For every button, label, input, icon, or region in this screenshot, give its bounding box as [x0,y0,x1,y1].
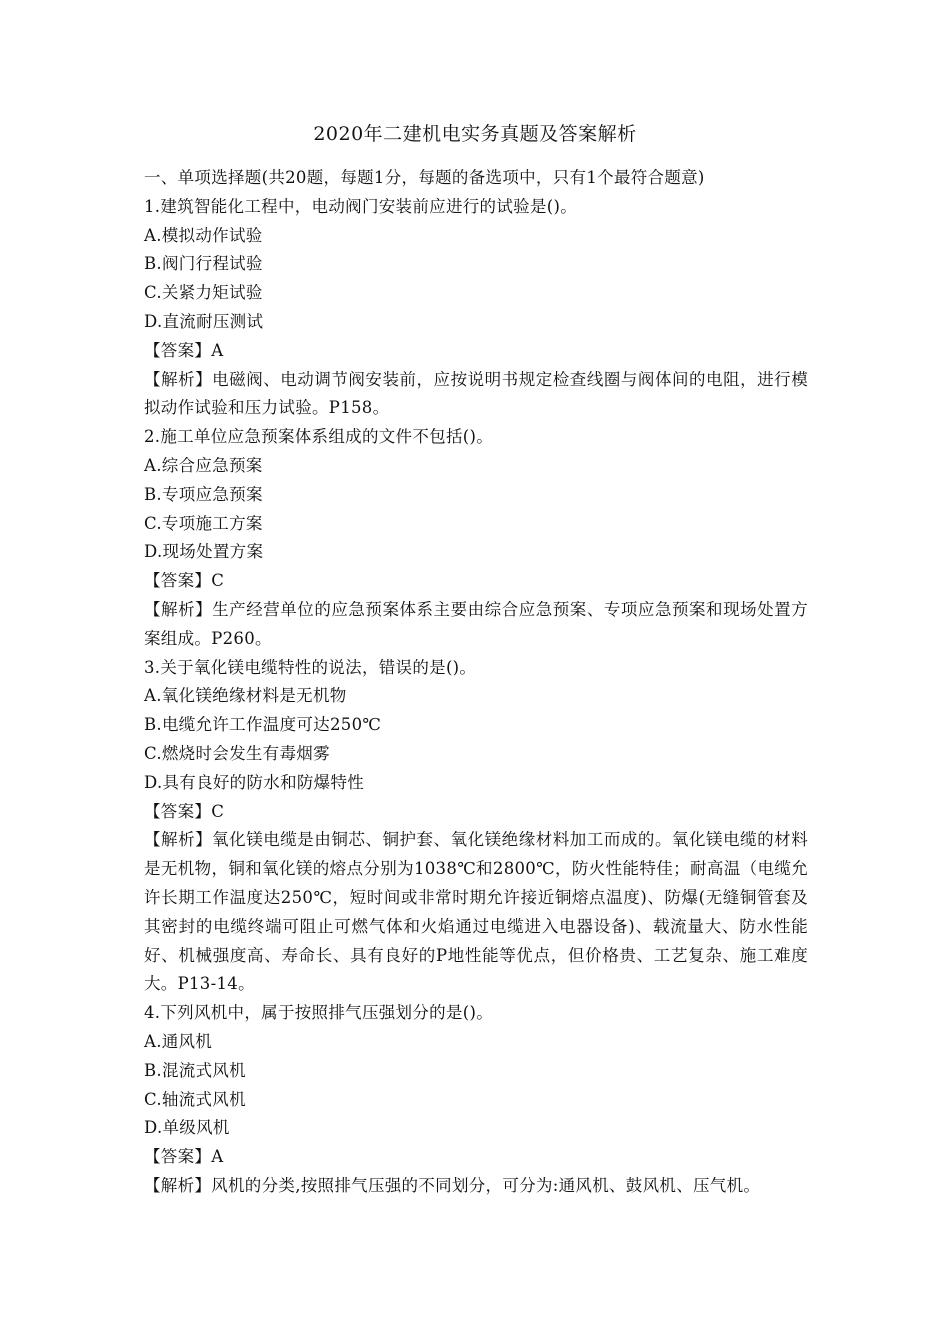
question-stem: 1.建筑智能化工程中，电动阀门安装前应进行的试验是()。 [144,196,578,216]
option-b: B.专项应急预案 [144,484,263,504]
answer-line: 【答案】C [144,801,225,821]
question-stem: 4.下列风机中，属于按照排气压强划分的是()。 [144,1003,494,1023]
question-block-3 [144,654,808,1000]
option-d: D.单级风机 [144,1118,230,1138]
answer-line: 【答案】A [144,1147,224,1167]
analysis-paragraph: 【解析】风机的分类,按照排气压强的不同划分，可分为:通风机、鼓风机、压气机。 [144,1175,761,1195]
option-a: A.模拟动作试验 [144,225,263,245]
option-d: D.具有良好的防水和防爆特性 [144,772,365,792]
option-a: A.通风机 [144,1031,213,1051]
option-d: D.现场处置方案 [144,542,264,562]
question-block-4 [144,999,808,1201]
option-a: A.综合应急预案 [144,455,263,475]
analysis-paragraph: 【解析】氧化镁电缆是由铜芯、铜护套、氧化镁绝缘材料加工而成的。氧化镁电缆的材料是无机物，铜和氧化镁的熔点分别为1038℃和2800℃，防火性能特佳；耐高温（电缆允许长期工作温度达250℃，短时间或非常时期允许接近铜熔点温度)、防爆(无缝铜管套及其密封的电缆终端可阻止可燃气体和火焰通过电缆进入电器设备)、载流量大、防水性能好、机械强度高、寿命长、具有良好的P地性能等优点，但价格贵、工艺复杂、施工难度大。P13-14。 [144,830,808,994]
option-c: C.关紧力矩试验 [144,283,263,303]
option-d: D.直流耐压测试 [144,311,264,331]
option-b: B.混流式风机 [144,1060,246,1080]
option-b: B.电缆允许工作温度可达250℃ [144,715,382,735]
analysis-paragraph: 【解析】生产经营单位的应急预案体系主要由综合应急预案、专项应急预案和现场处置方案组成。P260。 [144,599,808,648]
option-a: A.氧化镁绝缘材料是无机物 [144,686,347,706]
question-stem: 2.施工单位应急预案体系组成的文件不包括()。 [144,427,494,447]
document-title: 2020年二建机电实务真题及答案解析 [313,123,637,145]
question-block-1 [144,193,808,423]
question-block-2 [144,423,808,653]
section-heading: 一、单项选择题(共20题，每题1分，每题的备选项中，只有1个最符合题意) [144,168,705,187]
analysis-paragraph: 【解析】电磁阀、电动调节阀安装前，应按说明书规定检查线圈与阀体间的电阻，进行模拟动作试验和压力试验。P158。 [144,369,808,418]
answer-line: 【答案】C [144,571,225,591]
answer-line: 【答案】A [144,340,224,360]
option-c: C.专项施工方案 [144,513,263,533]
option-c: C.轴流式风机 [144,1089,246,1109]
question-stem: 3.关于氧化镁电缆特性的说法，错误的是()。 [144,657,477,677]
option-b: B.阀门行程试验 [144,254,263,274]
option-c: C.燃烧时会发生有毒烟雾 [144,743,330,763]
document-body [144,164,808,1201]
